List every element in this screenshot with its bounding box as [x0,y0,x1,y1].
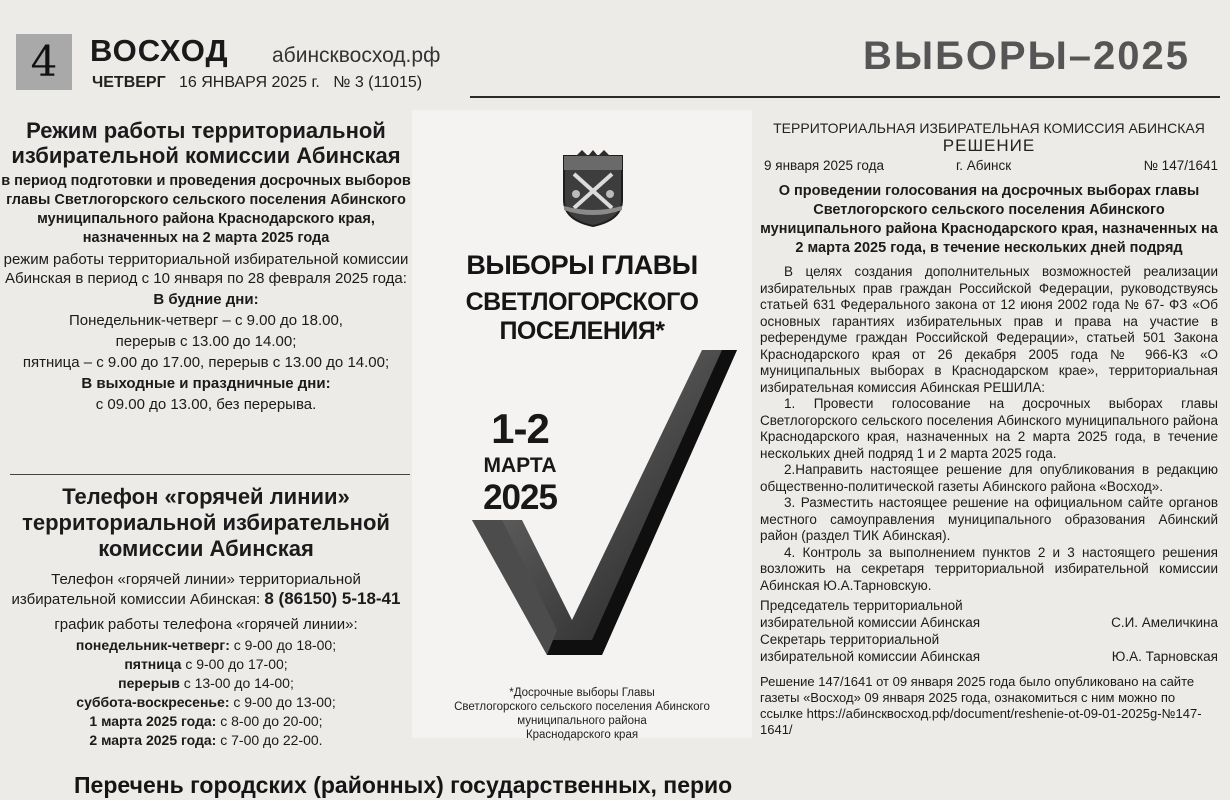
poster-subheading: СВЕТЛОГОРСКОГО ПОСЕЛЕНИЯ* [465,288,699,345]
decision-org: ТЕРРИТОРИАЛЬНАЯ ИЗБИРАТЕЛЬНАЯ КОМИССИЯ АБИНСКАЯ [773,120,1205,136]
schedule-label: суббота-воскресенье: [76,694,230,710]
hotline-phone-number: 8 (86150) 5-18-41 [264,589,401,608]
decision-date: 9 января 2025 года [764,158,884,173]
schedule-row [0,712,412,731]
poster-footnote [412,686,752,742]
secretary-role: избирательной комиссии Абинская [760,649,981,664]
weekdays-line-1: Понедельник-четверг – с 9.00 до 18.00, [69,312,343,329]
article-title: Режим работы территориальной избирательной комиссии Абинская [11,118,401,168]
schedule-row [0,636,412,655]
poster-date-year: 2025 [483,478,557,517]
coat-of-arms-icon [562,150,624,228]
hotline-schedule-title: график работы телефона «горячей линии»: [54,616,358,633]
decision-city: г. Абинск [956,158,1012,173]
decision-item-1: 1. Провести голосование на досрочных выборах главы Светлогорского сельского поселения Абинского муниципального района Краснодарского края, назначенных на 2 марта 2025 года, в течение нескольких дней подряд 1 и 2 марта 2025 года. [760,396,1218,461]
decision-signatures [760,598,1218,668]
schedule-label: понедельник-четверг: [75,637,230,653]
header-rule [470,96,1220,98]
weekdays-line-2: перерыв с 13.00 до 14.00; [115,333,297,350]
poster-footnote-line: *Досрочные выборы Главы [509,687,655,699]
article-subtitle: в период подготовки и проведения досрочных выборов главы Светлогорского сельского поселения Абинского муниципального района Краснодарского края, назначенных на 2 марта 2025 года [1,173,411,246]
weekdays-label: В будние дни: [153,291,259,308]
decision-type: РЕШЕНИЕ [942,136,1036,155]
hotline-phone-text: Телефон «горячей линии» территориальной избирательной комиссии Абинская: [11,571,361,608]
schedule-label: перерыв [118,675,180,691]
chair-role: Председатель территориальной [760,598,963,613]
commission-schedule-article [0,118,412,414]
schedule-value: с 7-00 до 22-00. [220,732,323,748]
election-poster [412,110,752,741]
issue-dateline [92,74,422,92]
schedule-label: пятница [124,656,182,672]
hotline-title: Телефон «горячей линии» территориальной избирательной комиссии Абинская [22,484,390,561]
page-number: 4 [16,34,72,90]
poster-date-days: 1-2 [491,405,549,452]
secretary-name: Ю.А. Тарновская [1111,649,1218,664]
issue-date: 16 ЯНВАРЯ 2025 г. [179,74,320,91]
schedule-row [0,674,412,693]
weekdays-label-line [0,290,412,309]
publication-note: Решение 147/1641 от 09 января 2025 года было опубликовано на сайте газеты «Восход» 09 января 2025 года, ознакомиться с ним можно по ссылке https://абинсквосход.рф/document/reshenie-ot-09-01-2025g-№147-1641/ [760,674,1202,737]
next-article-heading: Перечень городских (районных) государственных, перио [74,772,733,798]
section-title: ВЫБОРЫ–2025 [863,34,1190,78]
decision-title: О проведении голосования на досрочных выборах главы Светлогорского сельского поселения Абинского муниципального района Краснодарского края, назначенных на 2 марта 2025 года, в течение нескольких дней подряд [760,183,1218,256]
hotline-article [0,484,412,750]
schedule-label: 2 марта 2025 года: [89,732,217,748]
article-period: режим работы территориальной избирательной комиссии Абинская в период с 10 января по 28 февраля 2025 года: [3,251,409,287]
poster-footnote-line: Краснодарского края [525,729,639,741]
schedule-row [0,731,412,750]
decision-item-4: 4. Контроль за выполнением пунктов 2 и 3 настоящего решения возложить на секретаря территориальной избирательной комиссии Абинская Ю.А.Тарновскую. [760,544,1218,593]
schedule-value: с 9-00 до 18-00; [233,637,337,653]
hotline-phone-line [0,570,412,609]
column-divider [10,474,410,475]
weekdays-line-3: пятница – с 9.00 до 17.00, перерыв с 13.00 до 14.00; [22,354,390,371]
secretary-role: Секретарь территориальной [760,632,940,647]
chair-role: избирательной комиссии Абинская [760,615,981,630]
decision-item-2: 2.Направить настоящее решение для опубликования в редакцию общественно-политической газеты Абинского района «Восход». [760,462,1218,494]
weekend-line: с 09.00 до 13.00, без перерыва. [95,396,317,413]
decision-preamble: В целях создания дополнительных возможностей реализации избирательных прав граждан Российской Федерации, руководствуясь статьей 631 Федерального закона от 12 июня 2002 года № 67- ФЗ «Об основных гарантиях избирательных прав и права на участие в референдуме граждан Российской Федерации», статьей 501 Закона Краснодарского края от 26 декабря 2005 года № 966-КЗ «О муниципальных выборах в Краснодарском крае», территориальная избирательная комиссия Абинская РЕШИЛА: [760,264,1218,395]
decision-number: № 147/1641 [1143,158,1218,173]
schedule-row [0,693,412,712]
schedule-value: с 9-00 до 17-00; [185,656,288,672]
weekend-label-line [0,374,412,393]
decision-article [760,120,1218,751]
schedule-value: с 13-00 до 14-00; [183,675,294,691]
schedule-value: с 8-00 до 20-00; [220,713,323,729]
schedule-label: 1 марта 2025 года: [89,713,217,729]
decision-item-3: 3. Разместить настоящее решение на официальном сайте органов местного самоуправления муниципального образования Абинский район (раздел ТИК Абинская). [760,495,1218,543]
chair-name: С.И. Амеличкина [1111,615,1218,630]
schedule-row [0,655,412,674]
poster-heading: ВЫБОРЫ ГЛАВЫ [466,250,698,280]
issue-number: № 3 (11015) [333,74,423,91]
schedule-value: с 9-00 до 13-00; [233,694,336,710]
newspaper-site: абинсквосход.рф [272,44,441,67]
weekday: ЧЕТВЕРГ [92,74,166,91]
poster-date-month: МАРТА [483,454,557,477]
poster-footnote-line: Светлогорского сельского поселения Абинского муниципального района [454,701,710,727]
decision-meta [760,158,1218,178]
weekend-label: В выходные и праздничные дни: [81,375,331,392]
newspaper-masthead: ВОСХОД [90,33,229,68]
